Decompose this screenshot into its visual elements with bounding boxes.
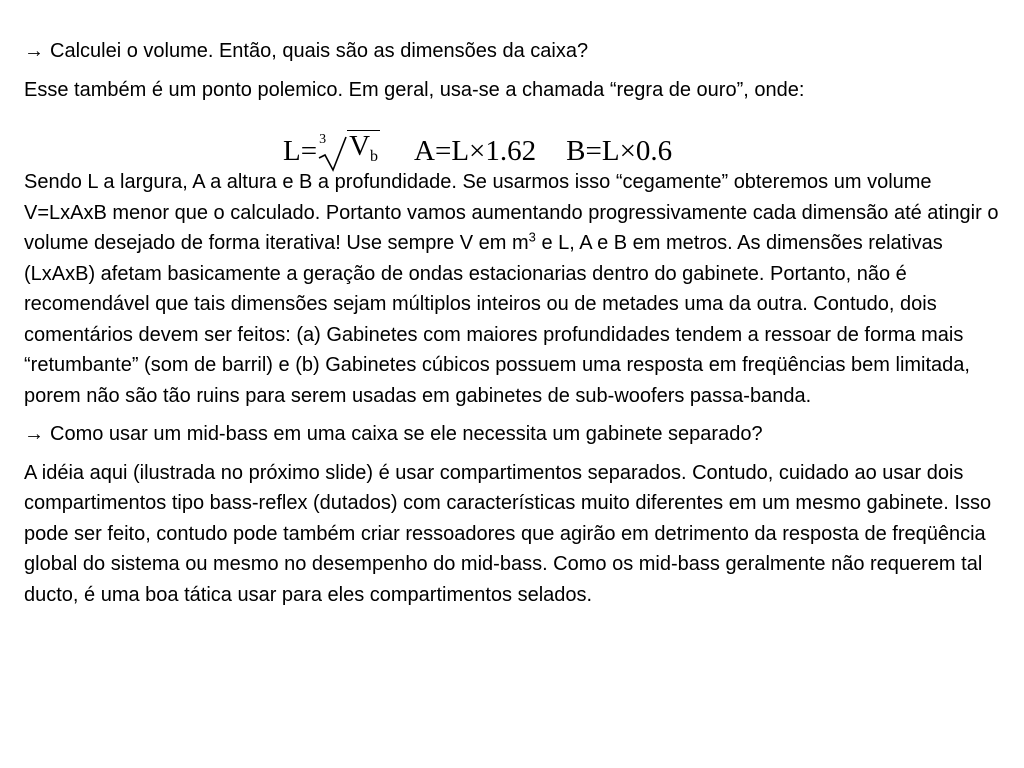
question-1-text: Calculei o volume. Então, quais são as dimensões da caixa? xyxy=(50,40,589,62)
superscript-3: 3 xyxy=(528,229,536,245)
paragraph-dimensions-text-1: Sendo L a largura, A a altura e B a profundidade. Se usarmos isso “cegamente” obteremos um volume V=LxAxB menor que o calculado. Portanto vamos aumentando progressivamente cada dimensão até atingir o volume desejado de forma iterativa! Use sempre V em m xyxy=(24,171,999,254)
paragraph-dimensions xyxy=(24,167,1004,411)
paragraph-golden-rule: Esse também é um ponto polemico. Em geral, usa-se a chamada “regra de ouro”, onde: xyxy=(24,78,805,101)
arrow-right-icon: → xyxy=(24,40,44,62)
question-1 xyxy=(24,36,1004,67)
paragraph-dimensions-text-2: e L, A e B em metros. As dimensões relativas (LxAxB) afetam basicamente a geração de ondas estacionarias dentro do gabinete. Portanto, não é recomendável que tais dimensões sejam múltiplos inteiros ou de metades uma da outra. Contudo, dois comentários devem ser feitos: (a) Gabinetes com maiores profundidades tendem a ressoar de forma mais “retumbante” (som de barril) e (b) Gabinetes cúbicos possuem uma resposta em freqüências bem limitada, porem não são tão ruins para serem usadas em gabinetes de sub-woofers passa-banda. xyxy=(24,232,970,407)
golden-rule-formula xyxy=(283,130,672,172)
radicand xyxy=(347,130,380,172)
radicand-v: V xyxy=(349,130,371,162)
formula-a-expression: A=L×1.62 xyxy=(414,134,537,167)
root-index: 3 xyxy=(319,132,327,147)
question-2 xyxy=(24,419,1004,450)
radicand-subscript: b xyxy=(370,148,379,165)
formula-b-expression: B=L×0.6 xyxy=(566,134,673,167)
question-2-text: Como usar um mid-bass em uma caixa se ele necessita um gabinete separado? xyxy=(50,423,763,445)
slide-content xyxy=(24,36,1004,610)
paragraph-mid-bass: A idéia aqui (ilustrada no próximo slide) é usar compartimentos separados. Contudo, cuidado ao usar dois compartimentos tipo bass-reflex (dutados) com características muito diferentes em um mesmo gabinete. Isso pode ser feito, contudo pode também criar ressoadores que agirão em detrimento da resposta de freqüência global do sistema ou mesmo no desempenho do mid-bass. Como os mid-bass geralmente não requerem tal ducto, é uma boa tática usar para eles compartimentos selados. xyxy=(24,461,992,606)
cube-root xyxy=(317,130,380,172)
arrow-right-icon: → xyxy=(24,423,44,445)
formula-l-prefix: L= xyxy=(283,134,318,167)
